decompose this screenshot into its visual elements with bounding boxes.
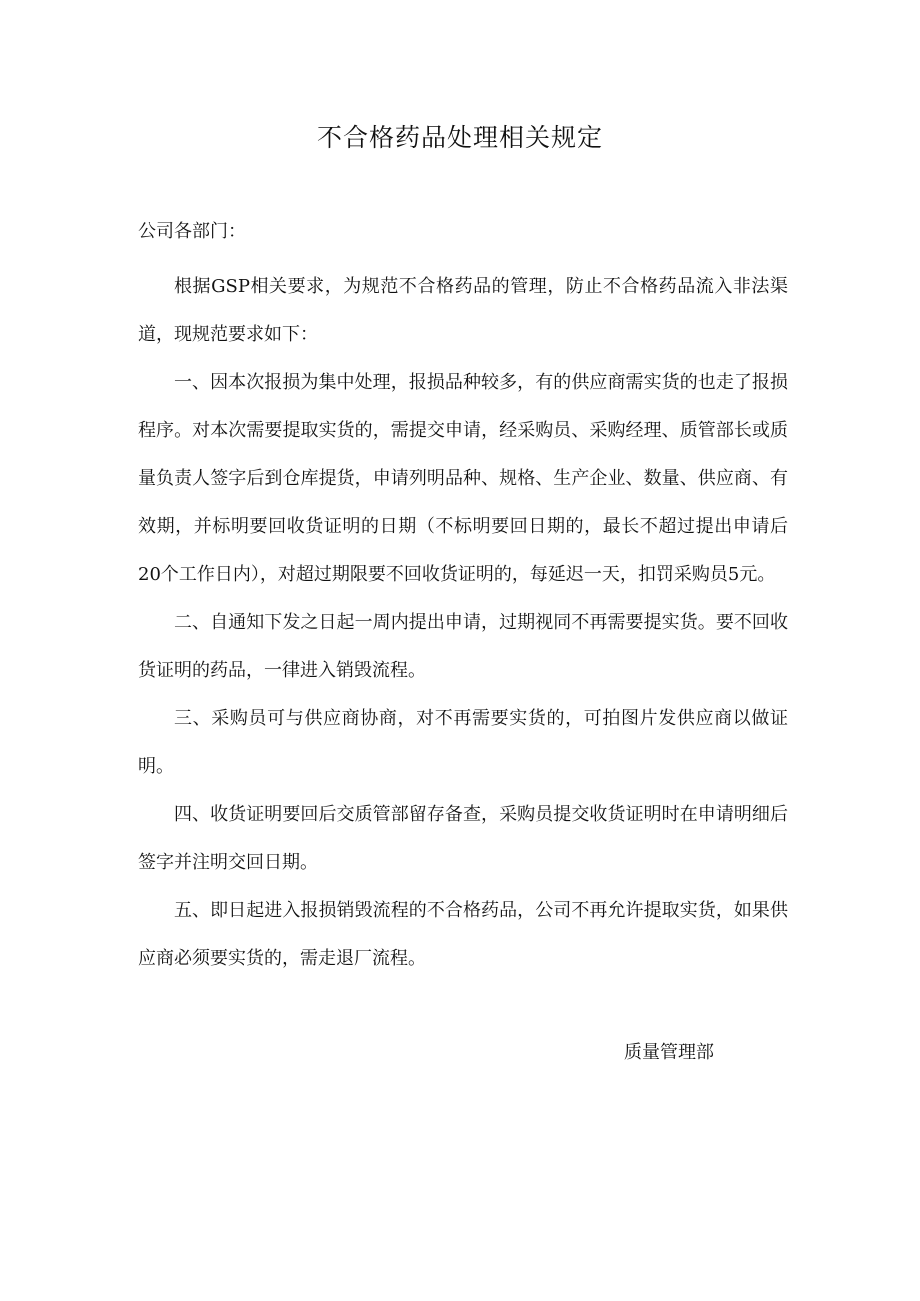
document-title: 不合格药品处理相关规定 xyxy=(316,123,603,152)
salutation: 公司各部门： xyxy=(138,221,246,242)
signature-department: 质量管理部 xyxy=(624,1042,714,1063)
document-body xyxy=(138,263,788,983)
paragraph-item-1: 一、因本次报损为集中处理，报损品种较多，有的供应商需实货的也走了报损程序。对本次需要提取实货的，需提交申请，经采购员、采购经理、质管部长或质量负责人签字后到仓库提货，申请列明品种、规格、生产企业、数量、供应商、有效期，并标明要回收货证明的日期（不标明要回日期的，最长不超过提出申请后20个工作日内），对超过期限要不回收货证明的，每延迟一天，扣罚采购员5元。 xyxy=(138,372,788,585)
paragraph-item-3: 三、采购员可与供应商协商，对不再需要实货的，可拍图片发供应商以做证明。 xyxy=(138,708,788,777)
paragraph-item-5: 五、即日起进入报损销毁流程的不合格药品，公司不再允许提取实货，如果供应商必须要实货的，需走退厂流程。 xyxy=(138,900,788,969)
paragraph-item-2: 二、自通知下发之日起一周内提出申请，过期视同不再需要提实货。要不回收货证明的药品，一律进入销毁流程。 xyxy=(138,612,788,681)
paragraph-item-4: 四、收货证明要回后交质管部留存备查，采购员提交收货证明时在申请明细后签字并注明交回日期。 xyxy=(138,804,788,873)
paragraph-intro: 根据GSP相关要求，为规范不合格药品的管理，防止不合格药品流入非法渠道，现规范要求如下： xyxy=(138,276,788,345)
